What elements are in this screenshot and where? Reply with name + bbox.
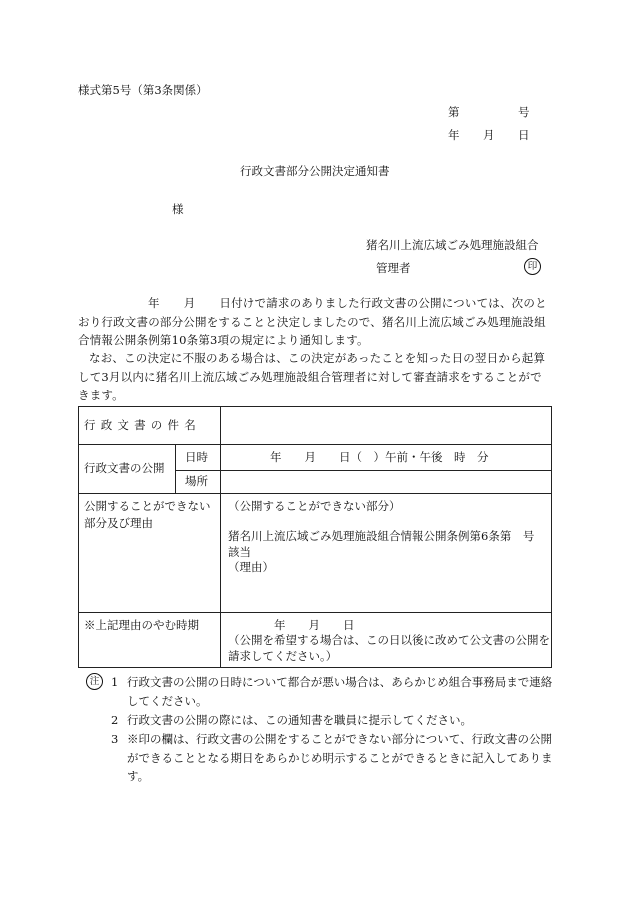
date-year: 年: [448, 128, 460, 142]
number-label: 第: [448, 105, 460, 119]
body-paragraph-2: なお、この決定に不服のある場合は、この決定があったことを知った日の翌日から起算して3月以内に猪名川上流広域ごみ処理施設組合管理者に対して審査請求をすることができます。: [78, 351, 546, 402]
note-number: 2: [111, 713, 119, 727]
sub-label-datetime: 日時: [185, 450, 208, 464]
row-label-disclosure: 行政文書の公開: [84, 461, 165, 475]
row-label-document-name: 行政文書の件名: [84, 418, 201, 432]
reason-end-note-2: 請求してください。）: [228, 649, 338, 663]
note-text: 行政文書の公開の日時について都合が悪い場合は、あらかじめ組合事務局まで連絡してください。: [127, 675, 553, 708]
reason-end-note-1: （公開を希望する場合は、この日以後に改めて公文書の公開を: [228, 633, 550, 647]
row-label-undisclosable-1: 公開することができない: [84, 499, 211, 513]
undisclosable-reason-heading: （理由）: [228, 560, 274, 574]
issuer-organization: 猪名川上流広域ごみ処理施設組合: [366, 238, 539, 252]
number-suffix: 号: [518, 105, 530, 119]
sub-label-place: 場所: [185, 474, 208, 488]
row-label-reason-end: ※上記理由のやむ時期: [84, 618, 199, 632]
undisclosable-heading: （公開することができない部分）: [228, 499, 401, 513]
undisclosable-ordinance: 猪名川上流広域ごみ処理施設組合情報公開条例第6条第 号: [228, 529, 535, 543]
note-text: 行政文書の公開の際には、この通知書を職員に提示してください。: [127, 713, 472, 727]
row-label-undisclosable-2: 部分及び理由: [84, 516, 153, 530]
date-month: 月: [483, 128, 495, 142]
document-title: 行政文書部分公開決定通知書: [240, 164, 390, 178]
body-paragraph-1: 年 月 日付けで請求のありました行政文書の公開については、次のとおり行政文書の部分公開をすることと決定しましたので、猪名川上流広域ごみ処理施設組合情報公開条例第10条第3項の規定により通知します。: [78, 296, 547, 347]
form-number: 様式第5号（第3条関係）: [78, 83, 208, 97]
info-table: [78, 406, 552, 668]
addressee-suffix: 様: [172, 202, 184, 216]
note-number: 3: [111, 732, 119, 746]
note-number: 1: [111, 675, 119, 689]
seal-mark: 印: [524, 258, 541, 275]
date-day: 日: [518, 128, 530, 142]
note-text: ※印の欄は、行政文書の公開をすることができない部分について、行政文書の公開ができることとなる期日をあらかじめ明示することができるときに記入してあります。: [127, 732, 553, 783]
issuer-role: 管理者: [376, 261, 411, 275]
disclosure-datetime-value: 年 月 日（ ）午前・午後 時 分: [270, 450, 489, 464]
reason-end-date: 年 月 日: [274, 618, 355, 632]
undisclosable-applicable: 該当: [228, 545, 251, 559]
note-mark: 注: [86, 673, 103, 690]
